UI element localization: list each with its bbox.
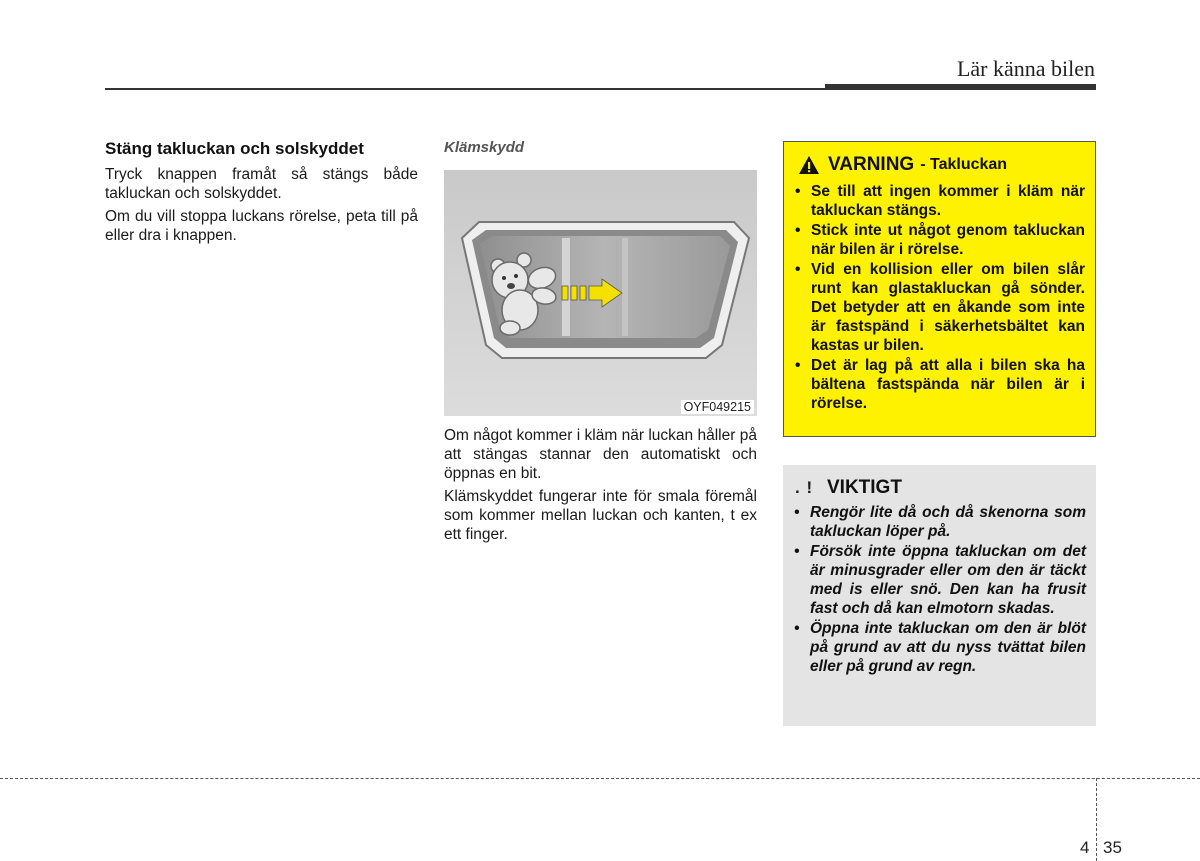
- footer-dashed-divider: [1096, 778, 1097, 861]
- body-paragraph-2: Om du vill stoppa luckans rörelse, peta till på eller dra i knappen.: [105, 208, 418, 244]
- warning-subtitle: - Takluckan: [920, 156, 1008, 173]
- important-title: [793, 477, 1086, 499]
- warning-item: • Stick inte ut något genom takluckan när bilen är i rörelse.: [794, 221, 1085, 259]
- chapter-number: 4: [1080, 838, 1090, 857]
- important-item: • Försök inte öppna takluckan om det är minusgrader eller om den är täckt med is eller snö. Den kan ha frusit fast och då kan elmotorn skadas.: [793, 542, 1086, 618]
- important-box: [783, 465, 1096, 726]
- warning-item: • Se till att ingen kommer i kläm när takluckan stängs.: [794, 182, 1085, 220]
- important-item: • Rengör lite då och då skenorna som takluckan löper på.: [793, 503, 1086, 541]
- page-number: 35: [1103, 838, 1122, 857]
- important-list: [793, 503, 1086, 676]
- warning-item: • Det är lag på att alla i bilen ska ha bältena fastspända när bilen är i rörelse.: [794, 356, 1085, 413]
- footer-dashed-rule: [0, 778, 1200, 779]
- body-paragraph-3: Om något kommer i kläm när luckan håller på att stängas stannar den automatiskt och öppnas en bit.: [444, 427, 757, 482]
- left-column: [105, 139, 418, 249]
- warning-label: VARNING: [828, 154, 915, 175]
- exclamation-icon: . !: [795, 478, 814, 497]
- important-item: • Öppna inte takluckan om den är blöt på grund av att du nyss tvättat bilen eller på grund av regn.: [793, 619, 1086, 676]
- warning-item: • Vid en kollision eller om bilen slår runt kan glastakluckan gå sönder. Det betyder att en åkande som inte är fastspänd i säkerhetsbältet kan kastas ur bilen.: [794, 260, 1085, 355]
- sunroof-illustration: [444, 170, 757, 416]
- middle-column: [444, 139, 757, 548]
- figure-caption: Klämskydd: [444, 139, 525, 156]
- right-column: [783, 141, 1096, 726]
- warning-box: [783, 141, 1096, 437]
- page-header-title: Lär känna bilen: [956, 56, 1095, 81]
- warning-list: [794, 182, 1085, 413]
- header-rule-thick: [825, 84, 1096, 90]
- body-paragraph-1: Tryck knappen framåt så stängs både takluckan och solskyddet.: [105, 166, 418, 202]
- important-label: VIKTIGT: [827, 477, 902, 498]
- header-rule-thin: [105, 88, 825, 90]
- middle-text: [444, 426, 757, 544]
- figure-code: OYF049215: [681, 400, 754, 414]
- body-paragraph-4: Klämskyddet fungerar inte för smala föremål som kommer mellan luckan och kanten, t ex ett finger.: [444, 488, 757, 543]
- section-heading: Stäng takluckan och solskyddet: [105, 139, 364, 158]
- warning-title: [794, 154, 1085, 176]
- warning-triangle-icon: [798, 155, 820, 175]
- sunroof-drawing: [444, 170, 757, 416]
